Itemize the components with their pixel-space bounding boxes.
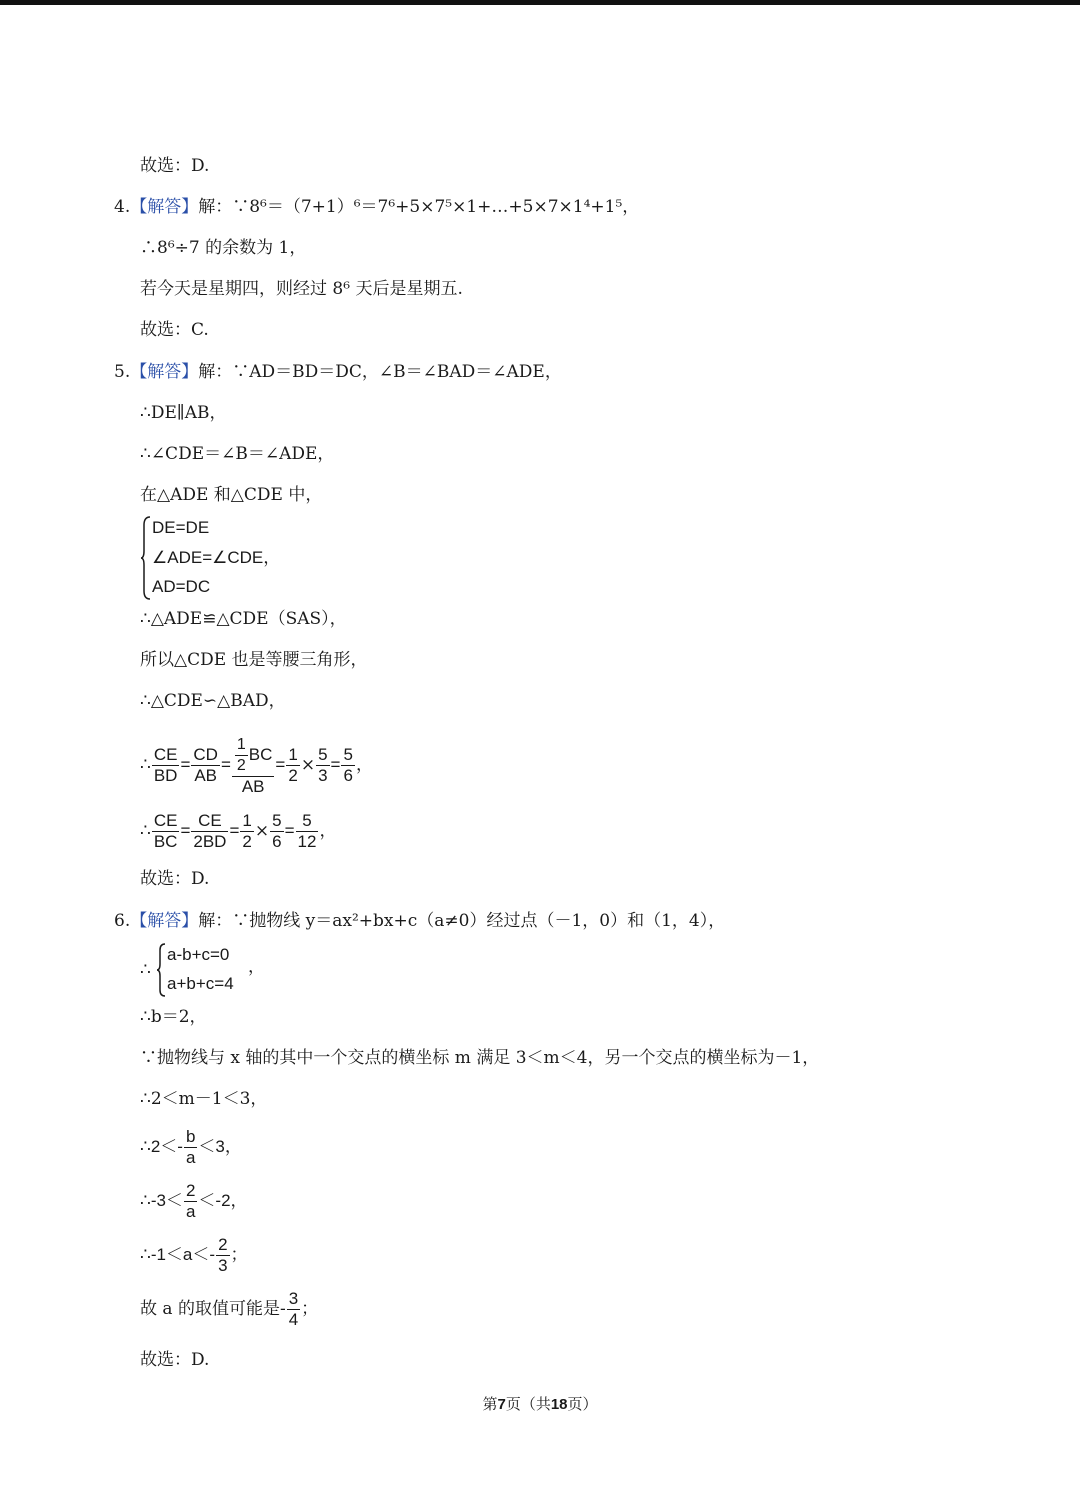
page-footer: 第7页（共18页） <box>482 1395 598 1413</box>
answer-tag: 【解答】 <box>130 911 199 931</box>
fraction: $\frac{2}{a}$ <box>185 1181 196 1222</box>
solution-line: 在△ADE 和△CDE 中， <box>140 485 323 505</box>
fraction: $\frac{b}{a}$ <box>185 1127 196 1168</box>
solution-line: ∵抛物线与 x 轴的其中一个交点的横坐标 m 满足 3＜m＜4，另一个交点的横坐标为－1， <box>140 1048 820 1068</box>
fraction: $\frac{1}{2}$ <box>242 811 252 851</box>
equation-system <box>140 515 340 601</box>
question-number: 6. <box>114 911 131 931</box>
inequality-line: ∴-3＜ $\frac{2}{a}$ ＜-2， <box>140 1181 248 1222</box>
solution-line: ∴2＜m－1＜3， <box>140 1089 268 1109</box>
system-equation: a-b+c=0 <box>167 945 230 964</box>
fraction: $\frac{3}{4}$ <box>288 1289 299 1329</box>
fraction: $\frac{CE}{BD}$ <box>153 745 178 785</box>
solution-line: ∴8⁶÷7 的余数为 1， <box>140 238 307 258</box>
ratio-equation: ∴ $\frac{CE}{BD}$ = $\frac{CD}{AB}$ = $\frac{1}{2}$ BC AB = $\frac{1}{2}$ × $\frac{5}{3}$ = $\frac{5}{6}$ ， <box>140 735 373 796</box>
solution-line: ∴△ADE≌△CDE（SAS）， <box>140 609 347 629</box>
inequality-line: ∴-1＜a＜- $\frac{2}{3}$ ； <box>140 1235 248 1276</box>
answer-tag: 【解答】 <box>130 362 199 382</box>
solution-line: 所以△CDE 也是等腰三角形， <box>140 650 368 670</box>
question-number: 5. <box>114 362 131 382</box>
system-equation: a+b+c=4 <box>167 974 234 993</box>
fraction: $\frac{5}{6}$ <box>343 745 353 785</box>
question-5 <box>114 361 562 383</box>
answer-line: 故选：D. <box>140 156 210 176</box>
fraction: $\frac{1}{2}$ <box>236 735 246 774</box>
fraction: $\frac{5}{3}$ <box>318 745 328 785</box>
solution-line: 若今天是星期四，则经过 8⁶ 天后是星期五. <box>140 279 463 299</box>
brace-icon <box>140 515 152 601</box>
solution-line: ∴∠CDE＝∠B＝∠ADE， <box>140 444 335 464</box>
page-number: 7 <box>497 1396 506 1413</box>
question-4 <box>114 196 639 218</box>
brace-icon <box>156 942 166 998</box>
therefore-symbol: ∴ <box>140 755 151 775</box>
answer-line: 故选：D. <box>140 869 210 889</box>
solution-text: 解：∵8⁶＝（7+1）⁶＝7⁶+5×7⁵×1+…+5×7×1⁴+1⁵， <box>198 197 640 217</box>
ratio-equation: ∴ $\frac{CE}{BC}$ = $\frac{CE}{2BD}$ = $\frac{1}{2}$ × $\frac{5}{6}$ = $\frac{5}{12}$ ， <box>140 811 337 851</box>
fraction: $\frac{CE}{BC}$ <box>153 811 178 851</box>
conclusion-line: 故 a 的取值可能是- $\frac{3}{4}$ ； <box>140 1289 319 1329</box>
system-equation: AD=DC <box>152 577 211 596</box>
answer-line: 故选：D. <box>140 1350 210 1370</box>
solution-text: 解：∵抛物线 y＝ax²+bx+c（a≠0）经过点（－1，0）和（1，4）， <box>198 911 726 931</box>
solution-line: ∴△CDE∽△BAD， <box>140 691 286 711</box>
solution-line: ∴b＝2， <box>140 1007 207 1027</box>
equation-system: ∴ a-b+c=0 a+b+c=4 ， <box>140 942 300 998</box>
answer-tag: 【解答】 <box>130 197 199 217</box>
fraction: $\frac{1}{2}$ <box>288 745 298 785</box>
solution-text: 解：∵AD＝BD＝DC，∠B＝∠BAD＝∠ADE， <box>198 362 562 382</box>
answer-line: 故选：C. <box>140 320 209 340</box>
fraction: $\frac{2}{3}$ <box>218 1235 228 1276</box>
fraction: $\frac{CE}{2BD}$ <box>193 811 227 851</box>
system-equation: DE=DE <box>152 518 210 537</box>
system-equation: ∠ADE=∠CDE， <box>152 548 281 567</box>
question-6 <box>114 910 725 932</box>
total-pages: 18 <box>550 1396 568 1413</box>
fraction: $\frac{5}{6}$ <box>272 811 282 851</box>
inequality-line: ∴2＜- $\frac{b}{a}$ ＜3， <box>140 1127 242 1168</box>
fraction: $\frac{5}{12}$ <box>297 811 317 851</box>
fraction: $\frac{CD}{AB}$ <box>193 745 218 785</box>
therefore-symbol: ∴ <box>140 821 151 841</box>
therefore-symbol: ∴ <box>140 960 151 979</box>
question-number: 4. <box>114 197 131 217</box>
compound-fraction: $\frac{1}{2}$ BC AB <box>232 735 275 797</box>
solution-line: ∴DE∥AB， <box>140 403 227 423</box>
